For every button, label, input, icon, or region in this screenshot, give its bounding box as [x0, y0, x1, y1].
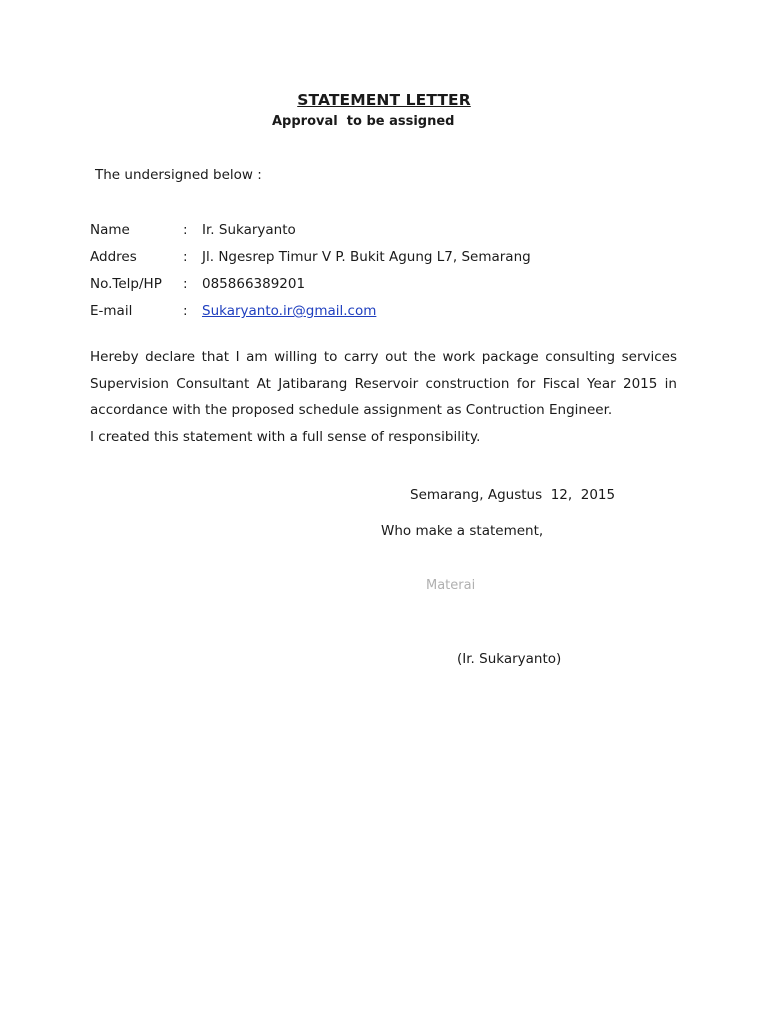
intro-text: The undersigned below : [95, 167, 262, 183]
letter-title: STATEMENT LETTER [297, 91, 471, 109]
field-label-name: Name [90, 222, 130, 238]
field-value-phone: 085866389201 [202, 276, 306, 292]
stamp-placeholder: Materai [426, 578, 476, 593]
email-link[interactable]: Sukaryanto.ir@gmail.com [202, 303, 377, 319]
field-colon: : [183, 249, 188, 265]
field-colon: : [183, 222, 188, 238]
place-date: Semarang, Agustus 12, 2015 [410, 487, 616, 503]
field-colon: : [183, 276, 188, 292]
maker-label: Who make a statement, [381, 523, 544, 539]
field-value-name: Ir. Sukaryanto [202, 222, 296, 238]
field-colon: : [183, 303, 188, 319]
body-line: accordance with the proposed schedule assignment as Contruction Engineer. [90, 402, 613, 418]
signatory-name: (Ir. Sukaryanto) [457, 651, 562, 667]
field-label-email: E-mail [90, 303, 133, 319]
body-line: Supervision Consultant At Jatibarang Reservoir construction for Fiscal Year 2015 in [90, 376, 677, 392]
field-value-address: Jl. Ngesrep Timur V P. Bukit Agung L7, Semarang [202, 249, 531, 265]
field-label-phone: No.Telp/HP [90, 276, 162, 292]
field-label-address: Addres [90, 249, 137, 265]
body-line: Hereby declare that I am willing to carry out the work package consulting services [90, 349, 677, 365]
letter-subtitle: Approval to be assigned [272, 114, 455, 129]
body-line: I created this statement with a full sense of responsibility. [90, 429, 481, 445]
